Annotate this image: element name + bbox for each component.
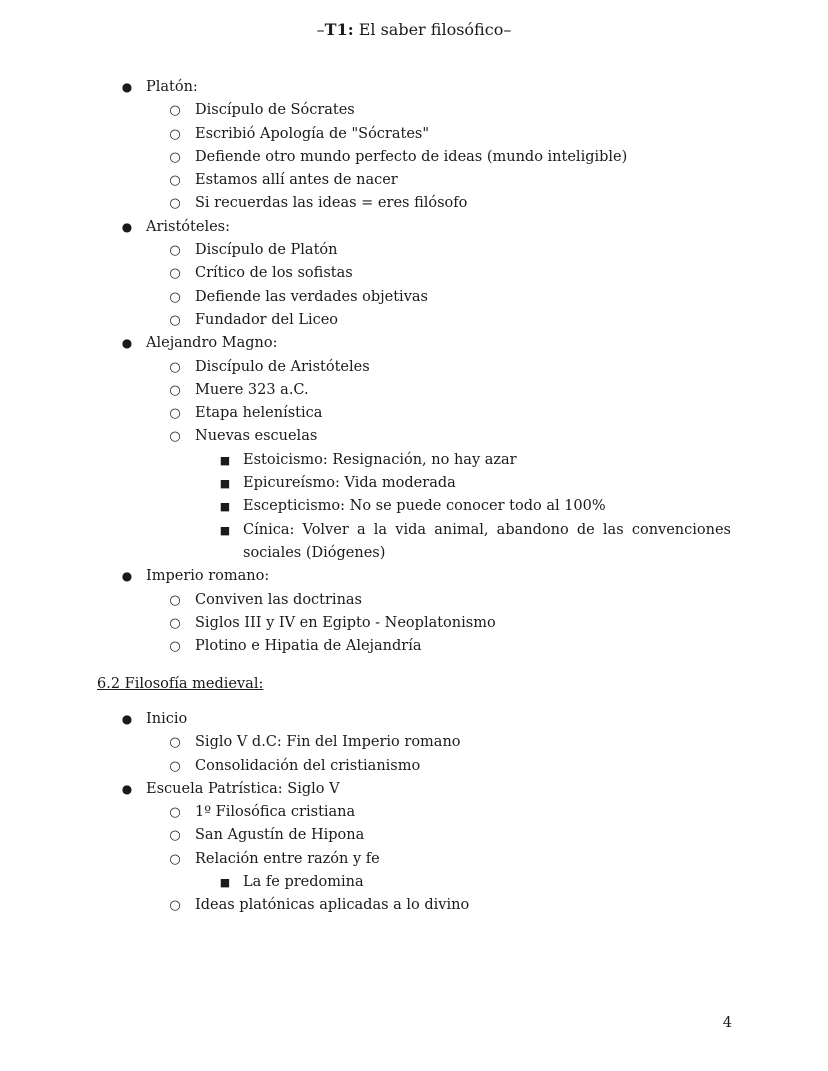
bullet-square: ■ (219, 453, 231, 467)
list-item-text: Etapa helenística (195, 405, 323, 422)
list-item (0, 871, 828, 894)
section-heading: 6.2 Filosofía medieval: (97, 676, 264, 692)
bullet-circle: ○ (169, 758, 181, 774)
bullet-circle: ○ (169, 289, 181, 305)
page-number: 4 (722, 1015, 732, 1031)
page-header (0, 18, 828, 42)
list-item (0, 262, 828, 285)
section-ancient-philosophers (0, 76, 828, 658)
list-item-text: Cínica: Volver a la vida animal, abandono de las convenciones sociales (Diógenes) (243, 521, 731, 561)
list-item-text: Estoicismo: Resignación, no hay azar (243, 451, 517, 468)
list-item-text: Epicureísmo: Vida moderada (243, 475, 456, 492)
list-item (0, 216, 828, 239)
bullet-disc: ● (121, 80, 133, 94)
list-item-text: Plotino e Hipatia de Alejandría (195, 638, 422, 655)
list-item (0, 589, 828, 612)
list-item-text: Crítico de los sofistas (195, 265, 353, 282)
list-item-text: Inicio (146, 711, 188, 727)
list-item-text: Muere 323 a.C. (195, 381, 309, 398)
list-item-text: Aristóteles: (146, 218, 230, 235)
bullet-circle: ○ (169, 805, 181, 821)
list-item-text: Ideas platónicas aplicadas a lo divino (195, 897, 470, 914)
list-item (0, 309, 828, 332)
list-item (0, 449, 828, 472)
list-item-text: Alejandro Magno: (146, 335, 278, 352)
list-item-text: San Agustín de Hipona (195, 827, 365, 844)
list-item (0, 778, 828, 801)
header-prefix: – (316, 20, 325, 39)
header-topic-code: T1: (324, 20, 354, 39)
list-item (0, 286, 828, 309)
list-item (0, 612, 828, 635)
list-item-text: Siglo V d.C: Fin del Imperio romano (195, 734, 461, 751)
bullet-circle: ○ (169, 243, 181, 259)
list-item-text: Consolidación del cristianismo (195, 757, 421, 774)
list-item (0, 635, 828, 658)
bullet-circle: ○ (169, 828, 181, 844)
section-medieval-philosophy (0, 708, 828, 918)
list-item (0, 801, 828, 824)
list-item (0, 192, 828, 215)
bullet-disc: ● (121, 336, 133, 351)
list-item-text: Escepticismo: No se puede conocer todo al 100% (243, 498, 606, 515)
list-item (0, 99, 828, 122)
list-item-text: Imperio romano: (146, 568, 270, 585)
list-item-text: Discípulo de Sócrates (195, 102, 355, 119)
list-item (0, 123, 828, 146)
list-item-text: Si recuerdas las ideas = eres filósofo (195, 195, 468, 212)
list-item (0, 519, 828, 566)
list-item-text: Platón: (146, 79, 198, 95)
bullet-circle: ○ (169, 898, 181, 914)
list-item-text: Discípulo de Aristóteles (195, 358, 370, 375)
list-item (0, 708, 828, 731)
header-title: El saber filosófico– (353, 20, 512, 39)
bullet-circle: ○ (169, 173, 181, 189)
bullet-circle: ○ (169, 639, 181, 655)
list-item (0, 402, 828, 425)
list-item (0, 824, 828, 847)
list-item-text: Nuevas escuelas (195, 428, 318, 445)
list-item-text: 1º Filosófica cristiana (195, 804, 356, 821)
bullet-circle: ○ (169, 851, 181, 867)
list-item (0, 565, 828, 588)
bullet-circle: ○ (169, 615, 181, 631)
bullet-circle: ○ (169, 592, 181, 608)
list-item-text: Siglos III y IV en Egipto - Neoplatonismo (195, 614, 496, 631)
list-item-text: Escribió Apología de "Sócrates" (195, 125, 430, 142)
bullet-circle: ○ (169, 382, 181, 398)
list-item-text: Estamos allí antes de nacer (195, 172, 398, 189)
list-item (0, 848, 828, 871)
list-item (0, 495, 828, 518)
list-item-text: Fundador del Liceo (195, 311, 339, 328)
list-item-text: La fe predomina (243, 874, 364, 891)
list-item (0, 146, 828, 169)
bullet-disc: ● (121, 781, 133, 796)
list-item-text: Escuela Patrística: Siglo V (146, 780, 340, 797)
list-item (0, 472, 828, 495)
bullet-square: ■ (219, 500, 231, 514)
bullet-circle: ○ (169, 103, 181, 119)
list-item-text: Conviven las doctrinas (195, 591, 362, 608)
list-item-text: Defiende otro mundo perfecto de ideas (mundo inteligible) (195, 148, 628, 165)
list-item-text: Defiende las verdades objetivas (195, 288, 428, 305)
list-item-text: Relación entre razón y fe (195, 850, 380, 867)
list-item (0, 169, 828, 192)
list-item (0, 731, 828, 754)
list-item (0, 332, 828, 355)
bullet-circle: ○ (169, 126, 181, 142)
bullet-disc: ● (121, 712, 133, 726)
list-item (0, 755, 828, 778)
list-item (0, 379, 828, 402)
list-item-text: Discípulo de Platón (195, 242, 338, 259)
list-item (0, 239, 828, 262)
bullet-circle: ○ (169, 312, 181, 328)
list-item (0, 76, 828, 99)
list-item (0, 425, 828, 448)
list-item (0, 356, 828, 379)
bullet-circle: ○ (169, 149, 181, 165)
bullet-circle: ○ (169, 359, 181, 375)
bullet-circle: ○ (169, 735, 181, 751)
bullet-square: ■ (219, 876, 231, 890)
bullet-disc: ● (121, 219, 133, 234)
list-item (0, 894, 828, 917)
bullet-circle: ○ (169, 196, 181, 212)
bullet-disc: ● (121, 569, 133, 584)
bullet-circle: ○ (169, 406, 181, 422)
bullet-square: ■ (219, 477, 231, 491)
bullet-circle: ○ (169, 266, 181, 282)
bullet-square: ■ (219, 523, 231, 537)
bullet-circle: ○ (169, 429, 181, 445)
